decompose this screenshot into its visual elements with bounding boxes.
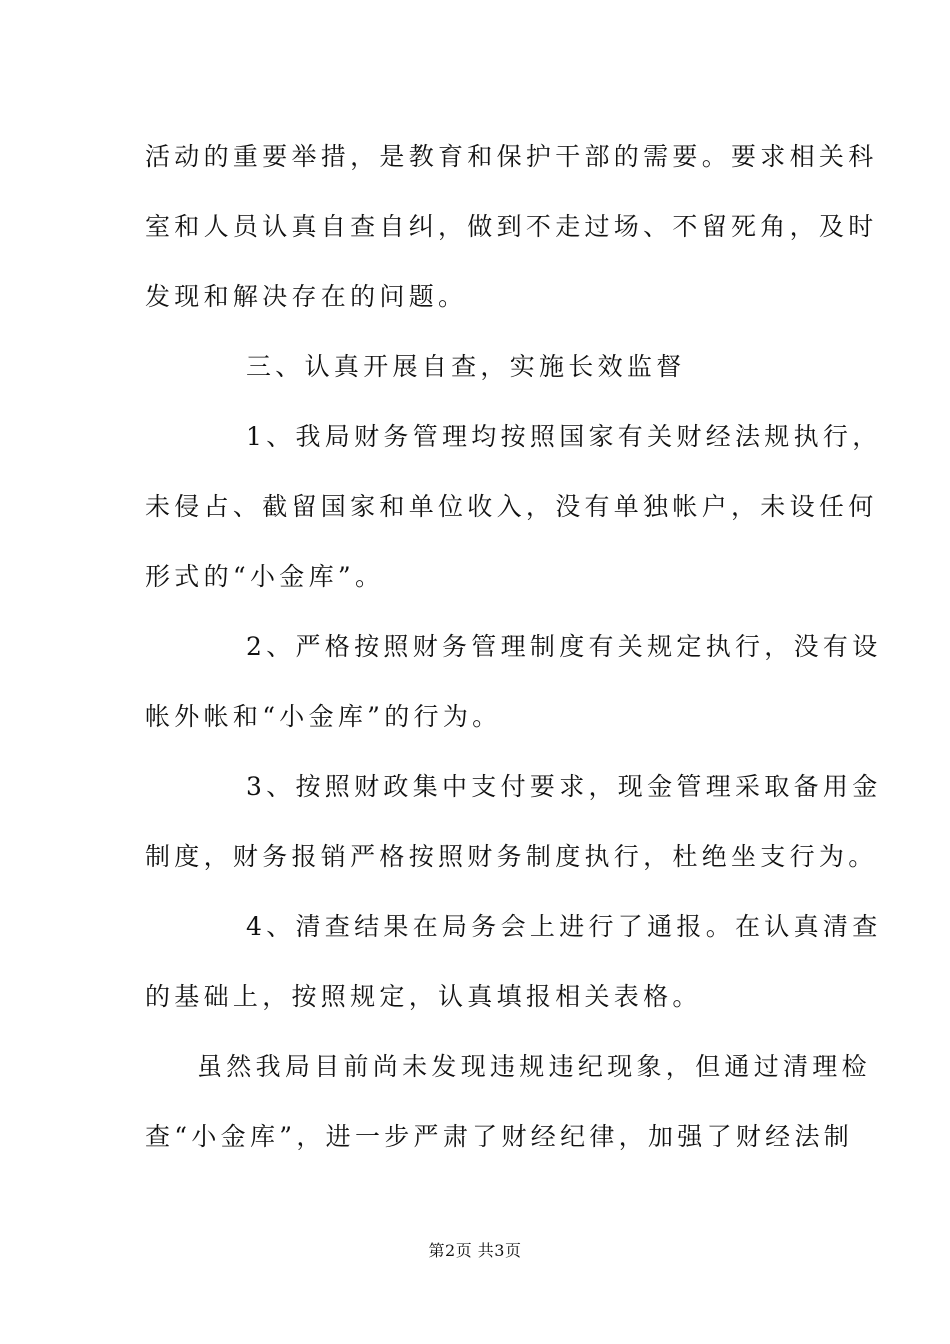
page-footer: 第2页 共3页 xyxy=(428,1241,522,1260)
body-text-line: 未侵占、截留国家和单位收入，没有单独帐户，未设任何 xyxy=(145,492,878,521)
body-text-line: 3、按照财政集中支付要求，现金管理采取备用金 xyxy=(246,772,882,801)
body-text-line: 形式的“小金库”。 xyxy=(145,562,385,591)
body-text-line: 虽然我局目前尚未发现违规违纪现象，但通过清理检 xyxy=(197,1052,871,1081)
body-text-line: 室和人员认真自查自纠，做到不走过场、不留死角，及时 xyxy=(145,212,878,241)
body-text-line: 2、严格按照财务管理制度有关规定执行，没有设 xyxy=(246,632,882,661)
body-text-line: 1、我局财务管理均按照国家有关财经法规执行， xyxy=(246,422,882,451)
section-heading: 三、认真开展自查，实施长效监督 xyxy=(246,352,686,381)
body-text-line: 发现和解决存在的问题。 xyxy=(145,282,468,311)
body-text-line: 帐外帐和“小金库”的行为。 xyxy=(145,702,502,731)
body-text-line: 的基础上，按照规定，认真填报相关表格。 xyxy=(145,982,702,1011)
body-text-line: 查“小金库”，进一步严肃了财经纪律，加强了财经法制 xyxy=(145,1122,854,1151)
body-text-line: 4、清查结果在局务会上进行了通报。在认真清查 xyxy=(246,912,882,941)
body-text-line: 活动的重要举措，是教育和保护干部的需要。要求相关科 xyxy=(145,142,878,171)
body-text-line: 制度，财务报销严格按照财务制度执行，杜绝坐支行为。 xyxy=(145,842,878,871)
